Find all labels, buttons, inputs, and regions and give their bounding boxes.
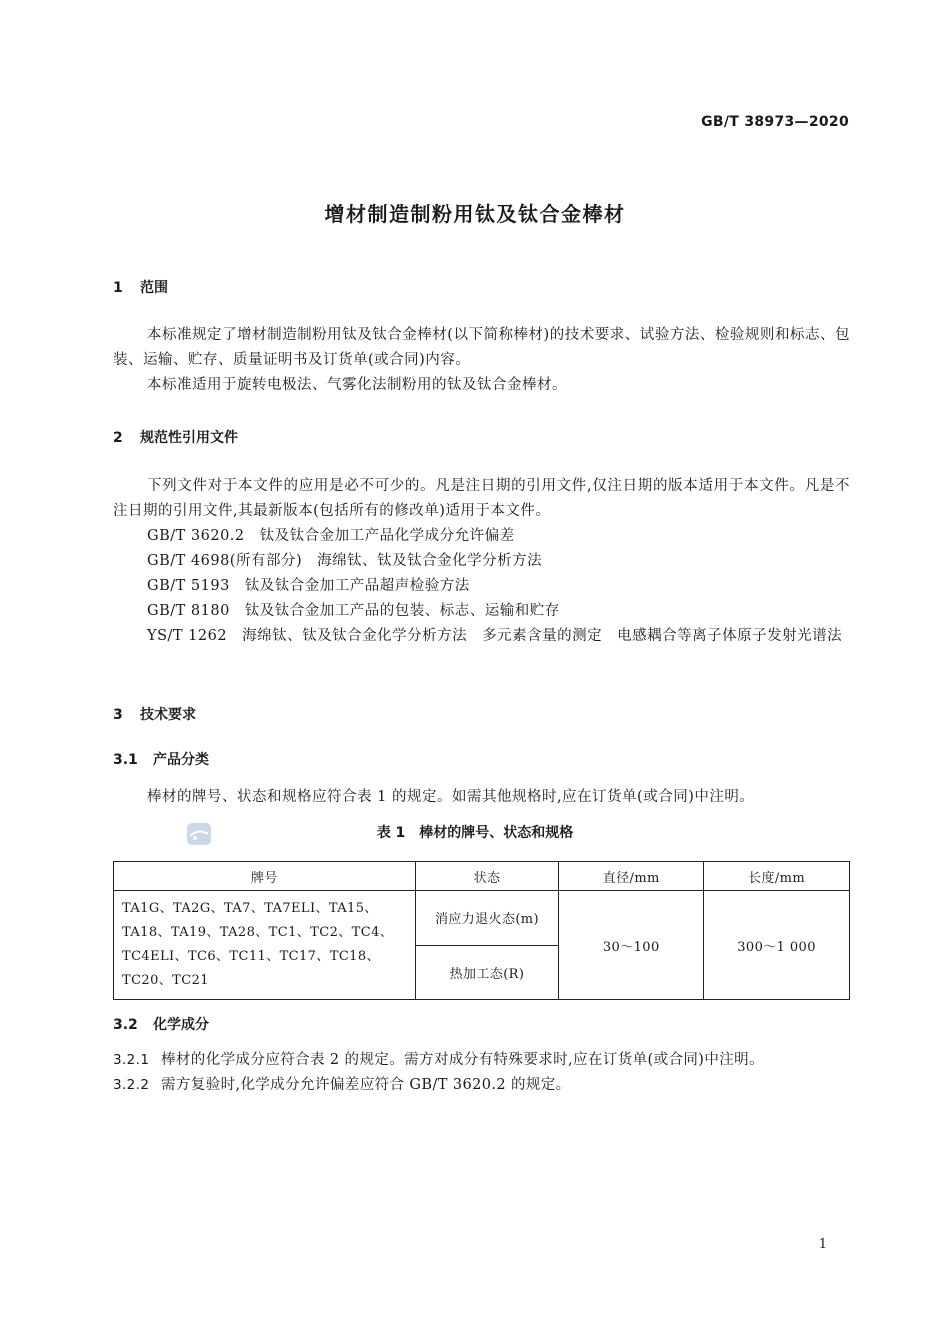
section-title: 范围 [140, 280, 168, 296]
scope-paragraph-1: 本标准规定了增材制造制粉用钛及钛合金棒材(以下简称棒材)的技术要求、试验方法、检验规则和标志、包装、运输、贮存、质量证明书及订货单(或合同)内容。 [113, 327, 850, 368]
references-intro [113, 474, 850, 524]
table-header-row [114, 862, 850, 891]
section-3-heading [113, 704, 196, 724]
clause-3-2-1 [113, 1048, 764, 1069]
column-header-grade: 牌号 [114, 862, 416, 891]
scope-text [113, 323, 850, 398]
section-3-2-heading [113, 1014, 209, 1034]
clause-text: 需方复验时,化学成分允许偏差应符合 GB/T 3620.2 的规定。 [161, 1077, 571, 1093]
reference-item: GB/T 8180 钛及钛合金加工产品的包装、标志、运输和贮存 [147, 603, 560, 619]
scope-paragraph-2: 本标准适用于旋转电极法、气雾化法制粉用的钛及钛合金棒材。 [147, 377, 567, 393]
reference-item-last: YS/T 1262 海绵钛、钛及钛合金化学分析方法 多元素含量的测定 电感耦合等离子体原子发射光谱法 [147, 628, 843, 644]
clause-3-2-2 [113, 1073, 571, 1094]
table-1 [113, 861, 850, 1000]
section-title: 技术要求 [140, 707, 196, 723]
diameter-cell: 30～100 [559, 891, 704, 1000]
references-intro-text: 下列文件对于本文件的应用是必不可少的。凡是注日期的引用文件,仅注日期的版本适用于本文件。凡是不注日期的引用文件,其最新版本(包括所有的修改单)适用于本文件。 [113, 478, 850, 519]
section-number: 2 [113, 430, 123, 446]
clause-number: 3.2.1 [113, 1052, 150, 1068]
section-number: 1 [113, 280, 123, 296]
section-number: 3.2 [113, 1017, 138, 1033]
table-1-caption: 表 1 棒材的牌号、状态和规格 [376, 825, 574, 841]
clause-number: 3.2.2 [113, 1077, 150, 1093]
classification-paragraph: 棒材的牌号、状态和规格应符合表 1 的规定。如需其他规格时,应在订货单(或合同)中注明。 [147, 789, 755, 805]
length-cell: 300～1 000 [704, 891, 850, 1000]
table-row [114, 891, 850, 946]
grades-cell: TA1G、TA2G、TA7、TA7ELI、TA15、TA18、TA19、TA28、TC1、TC2、TC4、TC4ELI、TC6、TC11、TC17、TC18、TC20、TC21 [114, 891, 416, 1000]
standard-number: GB/T 38973—2020 [701, 114, 849, 130]
section-1-heading [113, 277, 168, 297]
page-number: 1 [818, 1237, 827, 1252]
section-number: 3 [113, 707, 123, 723]
column-header-state: 状态 [415, 862, 559, 891]
reference-item: GB/T 3620.2 钛及钛合金加工产品化学成分允许偏差 [147, 528, 515, 544]
state-cell: 热加工态(R) [415, 945, 559, 1000]
reference-item: GB/T 5193 钛及钛合金加工产品超声检验方法 [147, 578, 470, 594]
section-title: 规范性引用文件 [140, 430, 238, 446]
classification-text [113, 785, 850, 810]
section-title: 产品分类 [153, 752, 209, 768]
section-3-1-heading [113, 749, 209, 769]
section-number: 3.1 [113, 752, 138, 768]
document-title: 增材制造制粉用钛及钛合金棒材 [324, 202, 626, 226]
column-header-diameter: 直径/mm [559, 862, 704, 891]
column-header-length: 长度/mm [704, 862, 850, 891]
clause-text: 棒材的化学成分应符合表 2 的规定。需方对成分有特殊要求时,应在订货单(或合同)中注明。 [161, 1052, 764, 1068]
state-cell: 消应力退火态(m) [415, 891, 559, 946]
section-title: 化学成分 [153, 1017, 209, 1033]
reference-item: GB/T 4698(所有部分) 海绵钛、钛及钛合金化学分析方法 [147, 553, 543, 569]
section-2-heading [113, 427, 238, 447]
